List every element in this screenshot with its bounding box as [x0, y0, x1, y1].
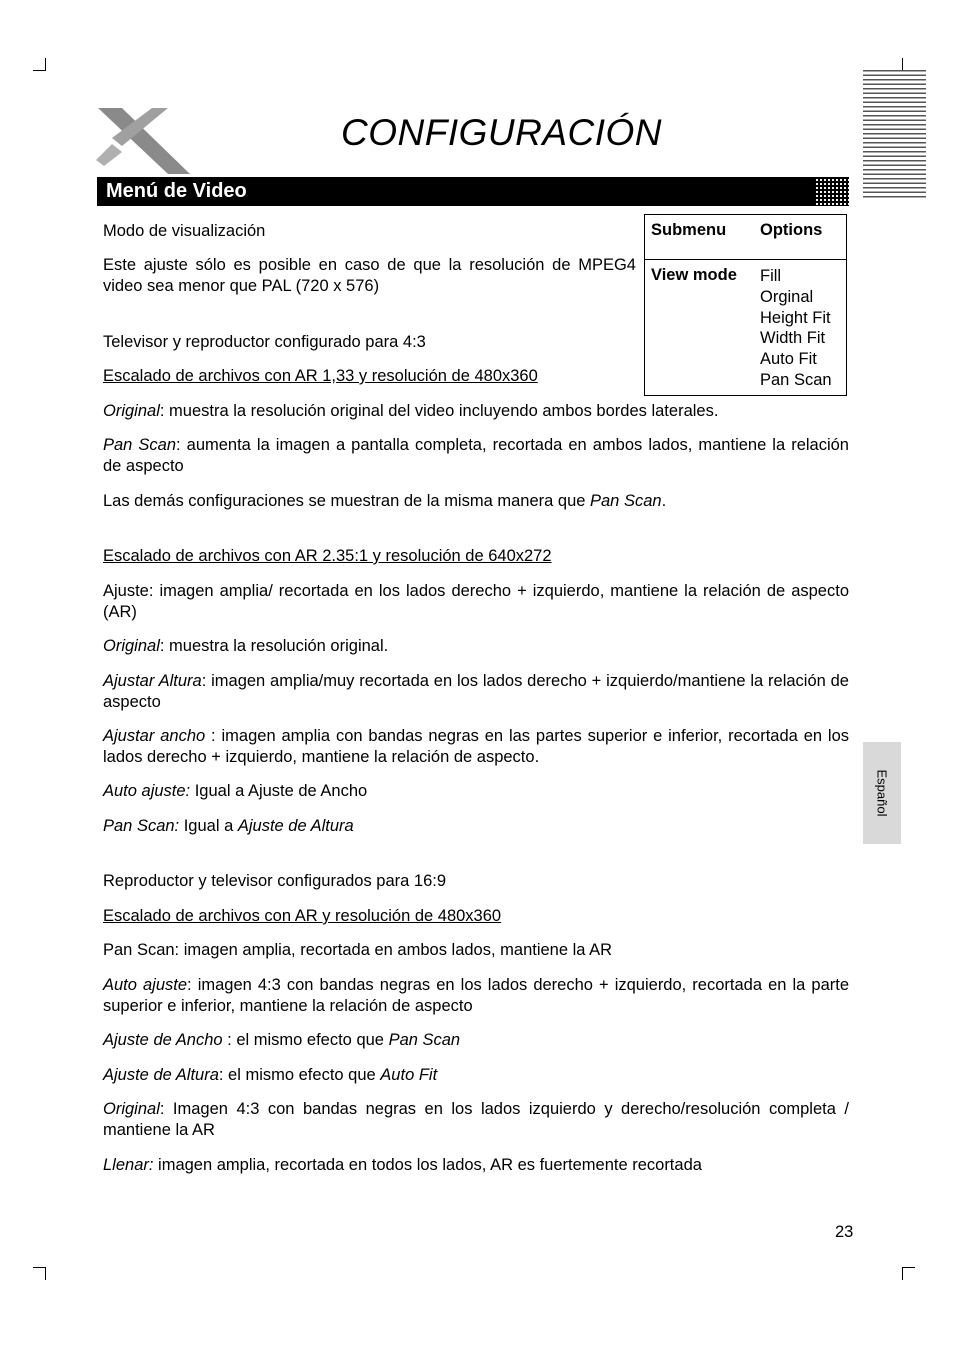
term: Ajustar ancho [103, 727, 206, 745]
paragraph: Modo de visualización [103, 222, 266, 240]
term: Ajuste de Altura [237, 817, 354, 835]
text: : muestra la resolución original del video incluyendo ambos bordes laterales. [159, 402, 719, 420]
paragraph [103, 781, 849, 802]
paragraph: Televisor y reproductor configurado para 4:3 [103, 333, 426, 351]
term: Auto ajuste: [103, 782, 191, 800]
language-tab-label: Español [874, 769, 890, 817]
paragraph [103, 401, 849, 422]
term: Original [103, 637, 160, 655]
term: Pan Scan: [103, 817, 180, 835]
page-title: CONFIGURACIÓN [341, 112, 662, 153]
x-logo-icon [94, 104, 194, 176]
option-item: Fill [760, 267, 782, 285]
text: : muestra la resolución original. [159, 637, 389, 655]
text: . [661, 492, 667, 510]
term: Original [103, 1100, 160, 1118]
option-item: Width Fit [760, 329, 826, 348]
option-item: Pan Scan [760, 370, 832, 389]
text: : imagen amplia/muy recortada en los lados derecho + izquierdo/mantiene la relación de aspecto [103, 672, 849, 711]
term: Pan Scan [388, 1031, 461, 1049]
paragraph: Ajuste: imagen amplia/ recortada en los lados derecho + izquierdo, mantiene la relación de aspecto (AR) [103, 582, 849, 621]
table-cell-options [760, 266, 832, 391]
table-header-row [645, 215, 846, 260]
page-number: 23 [835, 1223, 854, 1241]
language-tab [863, 742, 901, 844]
text: : aumenta la imagen a pantalla completa, recortada en ambos lados, mantiene la relación de aspecto [103, 436, 849, 475]
subheading: Escalado de archivos con AR y resolución de 480x360 [103, 907, 502, 925]
options-table [644, 214, 847, 396]
paragraph: Reproductor y televisor configurados para 16:9 [103, 872, 447, 890]
term: Original [103, 402, 160, 420]
paragraph [103, 1155, 849, 1176]
paragraph [103, 1030, 849, 1051]
option-item: Orginal [760, 287, 814, 306]
table-header-options: Options [760, 221, 823, 239]
term: Llenar: [103, 1156, 154, 1174]
term: Ajustar Altura [103, 672, 202, 690]
text: Igual a [179, 817, 238, 835]
paragraph [103, 671, 849, 712]
crop-mark-bottom-left [33, 1267, 46, 1280]
paragraph [103, 491, 849, 512]
crop-mark-bottom-right [902, 1267, 915, 1280]
crop-mark-top-left [33, 58, 46, 71]
paragraph [103, 726, 849, 767]
text: : imagen 4:3 con bandas negras en los lados derecho + izquierdo, recortada en la parte superior e inferior, mantiene la relación de aspecto [103, 976, 850, 1015]
subheading: Escalado de archivos con AR 2.35:1 y resolución de 640x272 [103, 547, 552, 565]
paragraph [103, 1065, 849, 1086]
text: imagen amplia, recortada en todos los lados, AR es fuertemente recortada [153, 1156, 702, 1174]
text: : el mismo efecto que [222, 1031, 389, 1049]
paragraph [103, 435, 849, 476]
paragraph [103, 1099, 849, 1140]
header-stripes [863, 70, 926, 198]
text: : Imagen 4:3 con bandas negras en los lados izquierdo y derecho/resolución completa / mantiene la AR [103, 1100, 849, 1139]
paragraph: Pan Scan: imagen amplia, recortada en ambos lados, mantiene la AR [103, 941, 613, 959]
term: Auto Fit [380, 1066, 438, 1084]
text: Igual a Ajuste de Ancho [190, 782, 368, 800]
option-item: Height Fit [760, 308, 831, 327]
term: Auto ajuste [103, 976, 188, 994]
table-cell-submenu: View mode [651, 266, 737, 284]
term: Pan Scan [103, 436, 177, 454]
section-dots-decoration [815, 178, 851, 205]
paragraph: Este ajuste sólo es posible en caso de que la resolución de MPEG4 video sea menor que PAL (720 x 576) [103, 256, 636, 295]
section-title: Menú de Video [106, 180, 247, 202]
term: Pan Scan [590, 492, 662, 510]
section-header [97, 177, 849, 206]
paragraph [103, 975, 849, 1016]
table-header-submenu: Submenu [651, 221, 727, 239]
text: : imagen amplia con bandas negras en las partes superior e inferior, recortada en los lados derecho + izquierdo, mantiene la relación de aspecto. [103, 727, 849, 766]
term: Ajuste de Altura [103, 1066, 219, 1084]
subheading: Escalado de archivos con AR 1,33 y resolución de 480x360 [103, 367, 538, 385]
text: : el mismo efecto que [218, 1066, 381, 1084]
option-item: Auto Fit [760, 350, 817, 369]
term: Ajuste de Ancho [103, 1031, 223, 1049]
text: Las demás configuraciones se muestran de la misma manera que [103, 492, 590, 510]
paragraph [103, 816, 849, 837]
paragraph [103, 636, 849, 657]
